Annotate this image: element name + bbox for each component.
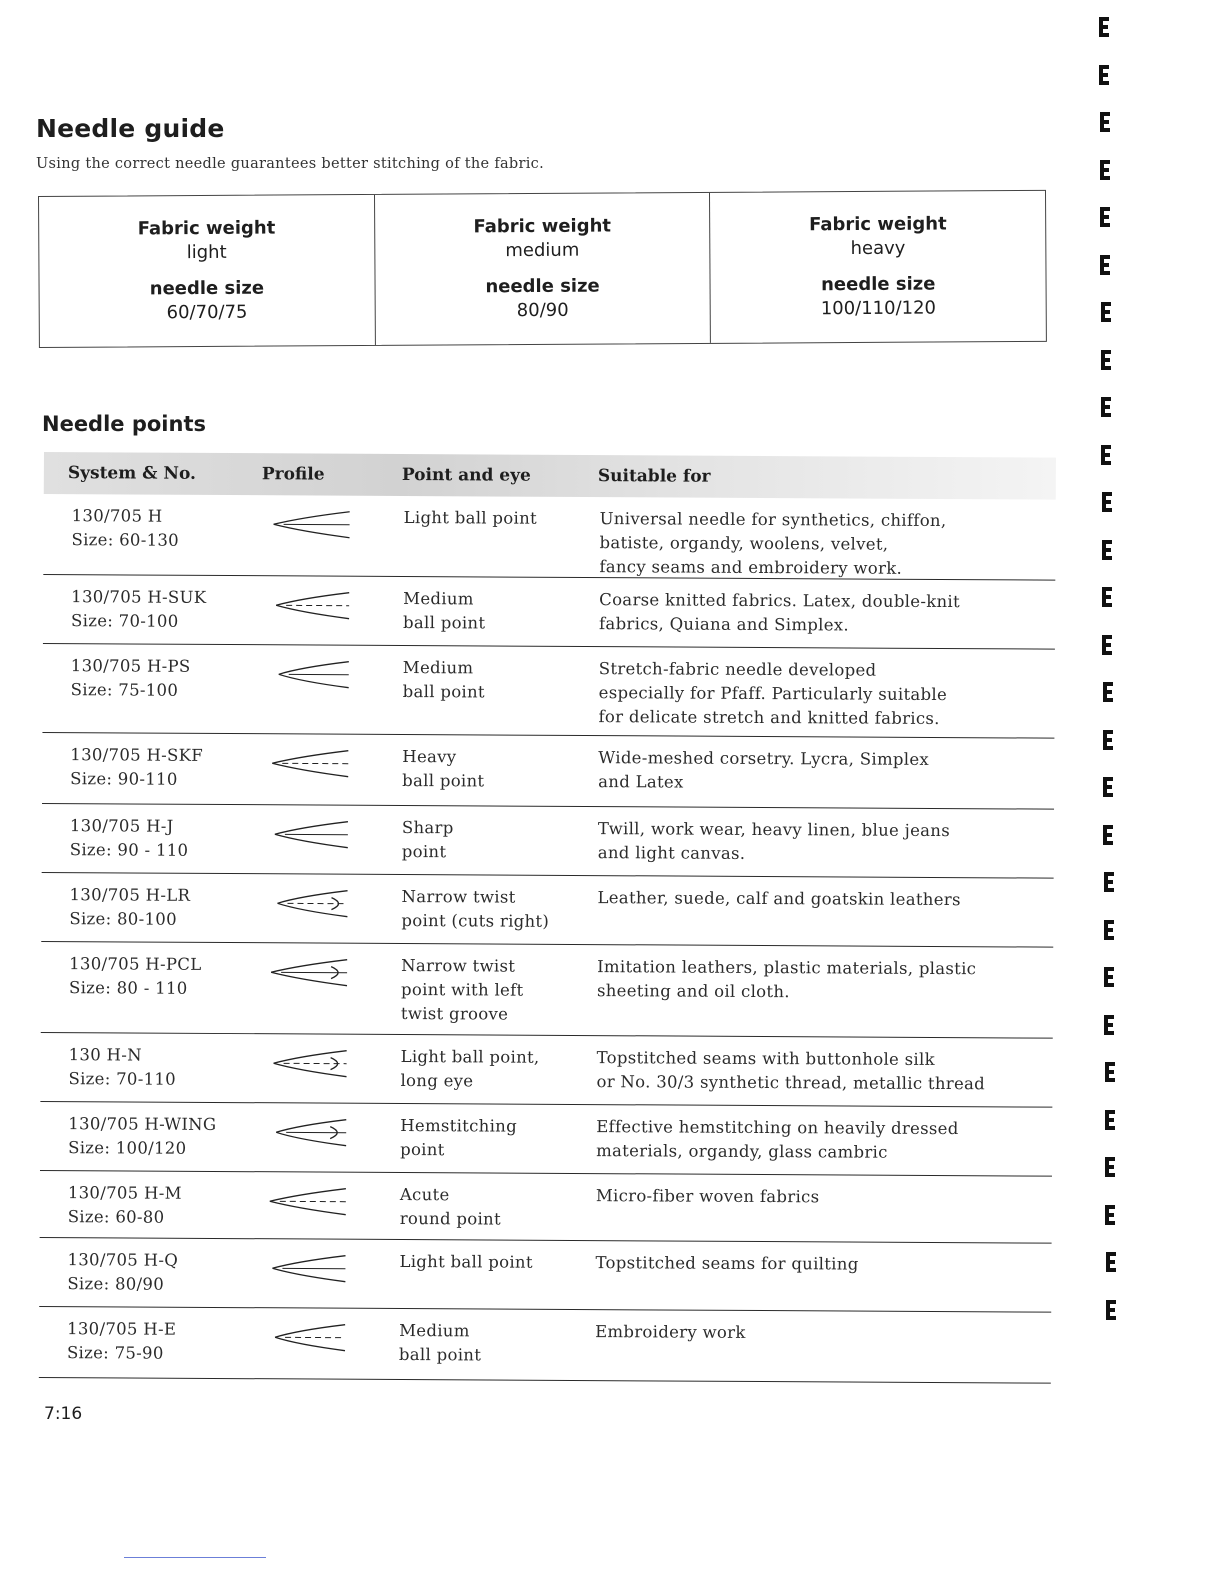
suitable-line: especially for Pfaff. Particularly suitable: [598, 683, 948, 705]
system-number: 130/705 H-SUK: [71, 587, 207, 607]
fabric-weight-value: light: [186, 241, 227, 264]
system-cell: [69, 883, 259, 932]
table-row: [41, 873, 1053, 948]
fabric-weight-cell: [375, 193, 712, 345]
system-cell: [69, 952, 259, 1001]
page-subtitle: Using the correct needle guarantees better stitching of the fabric.: [36, 156, 545, 172]
point-line: point: [401, 842, 447, 862]
needle-profile-icon: [270, 748, 352, 778]
needle-profile-icon: [268, 1117, 350, 1147]
suitable-line: Wide-meshed corsetry. Lycra, Simplex: [598, 748, 930, 769]
suitable-line: Coarse knitted fabrics. Latex, double-knit: [599, 590, 961, 612]
suitable-line: Imitation leathers, plastic materials, plastic: [597, 957, 977, 979]
index-tab-icon: [1104, 1156, 1116, 1178]
point-line: Medium: [402, 658, 474, 678]
point-line: Heavy: [402, 747, 457, 767]
suitable-cell: [596, 1046, 1036, 1096]
index-tab-icon: [1099, 159, 1111, 181]
index-tab-icon: [1101, 539, 1113, 561]
fabric-weight-heading: Fabric weight: [137, 217, 276, 240]
index-tab-icon: [1103, 1014, 1115, 1036]
index-tab-icon: [1102, 729, 1114, 751]
suitable-cell: [598, 746, 1038, 796]
system-cell: [70, 814, 260, 863]
fabric-weight-table: [38, 190, 1047, 348]
system-cell: [71, 585, 261, 634]
point-line: Medium: [399, 1320, 470, 1341]
system-number: 130/705 H-PCL: [69, 954, 202, 974]
needle-points-table: [39, 452, 1056, 1384]
table-row: [41, 942, 1053, 1039]
system-size: Size: 80-100: [69, 909, 177, 929]
system-size: Size: 75-90: [66, 1343, 164, 1363]
system-size: Size: 70-100: [71, 611, 179, 631]
suitable-line: Topstitched seams with buttonhole silk: [596, 1048, 935, 1069]
index-tab-icon: [1104, 1109, 1116, 1131]
system-size: Size: 80/90: [67, 1274, 165, 1294]
point-cell: [403, 656, 583, 705]
point-line: Narrow twist: [401, 956, 516, 976]
system-cell: [71, 654, 261, 703]
needle-size-heading: needle size: [821, 273, 936, 296]
page-number: 7:16: [44, 1404, 83, 1424]
system-size: Size: 90 - 110: [69, 840, 189, 860]
table-header: [44, 452, 1056, 500]
fabric-weight-heading: Fabric weight: [809, 213, 947, 236]
point-line: Acute: [399, 1184, 450, 1205]
suitable-cell: [596, 1184, 1036, 1210]
system-number: 130/705 H-PS: [70, 656, 191, 676]
system-cell: [71, 504, 261, 553]
point-line: Light ball point: [403, 508, 538, 528]
needle-profile-icon: [267, 1322, 349, 1352]
column-header-profile: Profile: [261, 464, 325, 485]
needle-profile-icon: [271, 659, 353, 689]
fabric-weight-value: heavy: [850, 237, 906, 260]
needle-profile-icon: [268, 1186, 350, 1216]
suitable-line: fancy seams and embroidery work.: [599, 557, 903, 578]
suitable-line: and light canvas.: [597, 843, 746, 863]
suitable-line: for delicate stretch and knitted fabrics.: [598, 707, 940, 729]
index-tab-icon: [1101, 634, 1113, 656]
point-line: round point: [399, 1208, 501, 1229]
fabric-weight-cell: [39, 195, 376, 347]
page-title: Needle guide: [36, 114, 225, 143]
point-cell: [399, 1250, 579, 1275]
system-cell: [70, 743, 260, 792]
system-size: Size: 90-110: [70, 769, 178, 789]
table-row: [40, 1033, 1052, 1108]
index-tab-icon: [1104, 1204, 1116, 1226]
point-line: ball point: [402, 682, 485, 702]
index-tab-icon: [1100, 444, 1112, 466]
point-cell: [402, 745, 582, 794]
divider: [124, 1557, 266, 1558]
system-cell: [67, 1317, 257, 1366]
needle-size-heading: needle size: [149, 277, 265, 300]
needle-size-heading: needle size: [485, 275, 600, 298]
suitable-cell: [599, 588, 1039, 638]
needle-size-value: 80/90: [516, 299, 569, 322]
point-line: Light ball point,: [400, 1047, 540, 1067]
point-line: point with left: [400, 980, 524, 1000]
table-row: [42, 733, 1054, 810]
point-line: ball point: [398, 1344, 482, 1365]
system-size: Size: 60-130: [71, 530, 180, 550]
suitable-line: Topstitched seams for quilting: [595, 1253, 859, 1274]
suitable-line: or No. 30/3 synthetic thread, metallic thread: [596, 1072, 986, 1094]
system-number: 130/705 H: [71, 506, 163, 526]
suitable-line: Leather, suede, calf and goatskin leathers: [597, 888, 961, 910]
index-tab-icon: [1100, 349, 1112, 371]
index-tab-icon: [1099, 206, 1111, 228]
index-tab-icon: [1099, 111, 1111, 133]
suitable-line: sheeting and oil cloth.: [596, 981, 790, 1002]
suitable-line: Twill, work wear, heavy linen, blue jeans: [597, 819, 951, 841]
needle-size-value: 100/110/120: [820, 297, 937, 320]
point-line: twist groove: [400, 1004, 509, 1024]
system-cell: [67, 1248, 257, 1297]
point-line: Sharp: [401, 818, 454, 838]
system-cell: [68, 1043, 258, 1092]
system-number: 130/705 H-M: [67, 1183, 182, 1203]
system-number: 130/705 H-J: [69, 816, 174, 836]
suitable-line: Stretch-fabric needle developed: [598, 659, 877, 680]
column-header-suitable: Suitable for: [597, 466, 711, 487]
point-cell: [401, 954, 581, 1027]
suitable-cell: [597, 955, 1037, 1005]
system-number: 130/705 H-WING: [68, 1114, 217, 1134]
needle-size-value: 60/70/75: [166, 301, 248, 324]
index-tab-icon: [1105, 1299, 1117, 1321]
point-line: long eye: [400, 1071, 474, 1091]
table-row: [43, 494, 1055, 581]
point-line: Narrow twist: [401, 887, 516, 907]
point-cell: [400, 1045, 580, 1094]
system-size: Size: 70-110: [68, 1069, 177, 1089]
needle-profile-icon: [269, 888, 351, 918]
suitable-cell: [599, 507, 1039, 581]
suitable-cell: [598, 657, 1038, 731]
index-tab-icon: [1100, 396, 1112, 418]
point-line: Light ball point: [399, 1251, 533, 1272]
system-cell: [68, 1112, 258, 1161]
point-cell: [403, 587, 583, 636]
system-size: Size: 100/120: [68, 1138, 187, 1158]
column-header-point: Point and eye: [401, 464, 531, 486]
point-cell: [400, 1114, 580, 1163]
index-tab-icon: [1103, 871, 1115, 893]
suitable-cell: [598, 817, 1038, 867]
point-cell: [401, 885, 581, 934]
index-tab-icon: [1104, 1061, 1116, 1083]
index-tab-icon: [1103, 919, 1115, 941]
table-row: [40, 1171, 1052, 1244]
index-tabs: [1092, 10, 1122, 1430]
fabric-weight-value: medium: [505, 239, 580, 262]
suitable-line: Effective hemstitching on heavily dressed: [596, 1117, 959, 1139]
system-number: 130/705 H-SKF: [70, 745, 204, 765]
point-line: Medium: [403, 589, 474, 609]
system-number: 130 H-N: [68, 1045, 142, 1065]
suitable-cell: [595, 1251, 1035, 1277]
point-line: Hemstitching: [400, 1116, 518, 1136]
index-tab-icon: [1102, 824, 1114, 846]
suitable-line: batiste, organdy, woolens, velvet,: [599, 533, 889, 554]
system-number: 130/705 H-LR: [69, 885, 191, 905]
table-row: [42, 644, 1054, 739]
index-tab-icon: [1102, 681, 1114, 703]
system-number: 130/705 H-Q: [67, 1250, 179, 1270]
table-body: [39, 494, 1056, 1384]
point-cell: [399, 1319, 579, 1368]
suitable-line: Embroidery work: [595, 1322, 746, 1342]
index-tab-icon: [1098, 16, 1110, 38]
system-cell: [68, 1181, 258, 1230]
index-tab-icon: [1102, 776, 1114, 798]
suitable-cell: [596, 1115, 1036, 1165]
point-line: point (cuts right): [401, 911, 550, 931]
index-tab-icon: [1101, 586, 1113, 608]
suitable-line: Universal needle for synthetics, chiffon,: [599, 509, 947, 531]
index-tab-icon: [1103, 966, 1115, 988]
needle-points-heading: Needle points: [42, 412, 206, 436]
point-cell: [404, 506, 584, 531]
needle-profile-icon: [271, 590, 353, 620]
system-number: 130/705 H-E: [67, 1319, 177, 1339]
table-row: [42, 804, 1054, 879]
fabric-weight-heading: Fabric weight: [473, 215, 612, 238]
needle-profile-icon: [270, 819, 352, 849]
index-tab-icon: [1101, 491, 1113, 513]
index-tab-icon: [1100, 301, 1112, 323]
point-line: ball point: [403, 613, 486, 633]
suitable-line: fabrics, Quiana and Simplex.: [598, 614, 850, 635]
suitable-line: materials, organdy, glass cambric: [596, 1141, 888, 1162]
point-line: ball point: [402, 771, 485, 791]
table-row: [39, 1307, 1051, 1384]
point-line: point: [400, 1139, 445, 1160]
point-cell: [402, 816, 582, 865]
column-header-system: System & No.: [67, 463, 197, 484]
index-tab-icon: [1105, 1251, 1117, 1273]
point-cell: [400, 1183, 580, 1232]
needle-profile-icon: [269, 957, 351, 987]
suitable-cell: [597, 886, 1037, 912]
table-row: [43, 575, 1055, 650]
suitable-line: and Latex: [598, 772, 684, 792]
suitable-line: Micro-fiber woven fabrics: [595, 1186, 820, 1207]
system-size: Size: 60-80: [67, 1207, 165, 1227]
table-row: [40, 1102, 1052, 1177]
needle-profile-icon: [272, 509, 354, 539]
system-size: Size: 75-100: [70, 680, 179, 700]
suitable-cell: [595, 1320, 1035, 1346]
table-row: [39, 1238, 1051, 1313]
index-tab-icon: [1099, 254, 1111, 276]
system-size: Size: 80 - 110: [68, 978, 188, 998]
index-tab-icon: [1098, 64, 1110, 86]
needle-profile-icon: [269, 1048, 351, 1078]
needle-profile-icon: [267, 1253, 349, 1283]
fabric-weight-cell: [710, 191, 1046, 343]
